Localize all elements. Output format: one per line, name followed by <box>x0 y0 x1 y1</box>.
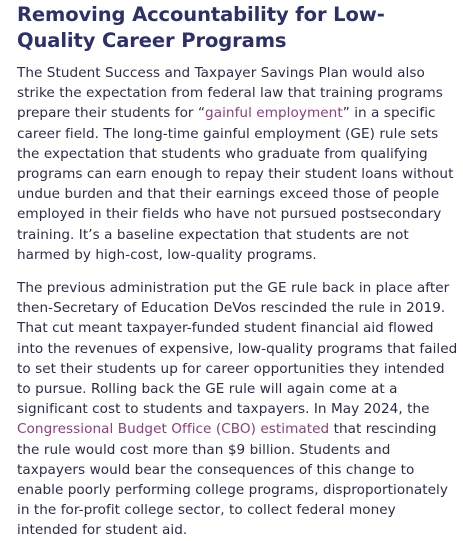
paragraph-text: The previous administration put the GE rule back in place after then-Secretary of Education DeVos rescinded the rule in 2019. That cut meant taxpayer-funded student financial aid flowed into the revenues of expensive, low-quality programs that failed to set their students up for career opportunities they intended to pursue. Rolling back the GE rule will again come at a significant cost to students and taxpayers. In May 2024, the <box>17 280 458 418</box>
paragraph-ge-rule-history <box>17 278 459 541</box>
cbo-estimate-link[interactable]: Congressional Budget Office (CBO) estimated <box>17 421 330 438</box>
paragraph-text: ” in a specific career field. The long-time gainful employment (GE) rule sets the expectation that students who graduate from qualifying programs can earn enough to repay their student loans without undue burden and that their earnings exceed those of people employed in their fields who have not pursued postsecondary training. It’s a baseline expectation that students are not harmed by high-cost, low-quality programs. <box>17 105 454 263</box>
section-heading: Removing Accountability for Low-Quality Career Programs <box>17 3 385 52</box>
article-section <box>17 0 459 541</box>
paragraph-gainful-employment <box>17 63 459 265</box>
paragraph-text: The Student Success and Taxpayer Savings Plan would also strike the expectation from federal law that training programs prepare their students for “ <box>17 65 443 122</box>
paragraph-text: that rescinding the rule would cost more than $9 billion. Students and taxpayers would bear the consequences of this change to enable poorly performing college programs, disproportionately in the for-profit college sector, to collect federal money intended for student aid. <box>17 421 448 539</box>
gainful-employment-link[interactable]: gainful employment <box>205 105 343 122</box>
